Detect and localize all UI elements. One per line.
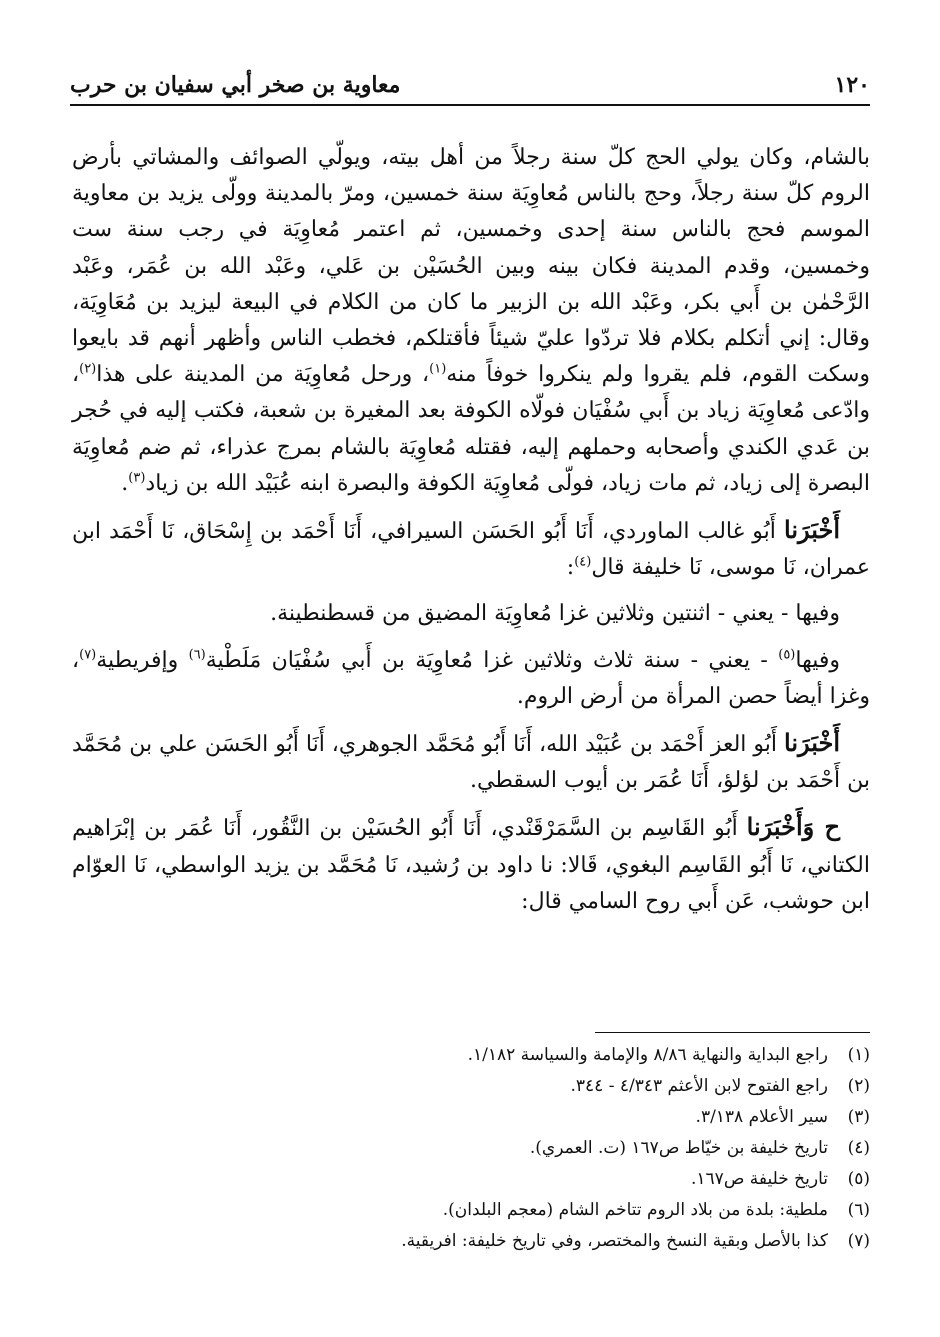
footnote-item	[72, 1071, 870, 1102]
paragraph-text: ، وادّعى مُعاوِيَة زياد بن أَبي سُفْيَان فولّاه الكوفة بعد المغيرة بن شعبة، فكتب إليه في حُجر بن عَدي الكندي وأصحابه وحملهم إليه، فقتله مُعاوِيَة بالشام بمرج عذراء، ثم ضم مُعاوِيَة البصرة إلى زياد، ثم مات زياد، فولّى مُعاوِيَة الكوفة والبصرة ابنه عُبَيْد الله بن زياد	[72, 362, 870, 496]
footnote-number: (٥)	[847, 1169, 870, 1189]
footnote-text: كذا بالأصل وبقية النسخ والمختصر، وفي تاريخ خليفة: افريقية.	[401, 1231, 828, 1251]
footnote-ref-7: (٧)	[79, 647, 97, 663]
paragraph-5	[72, 725, 870, 799]
paragraph-text: ، ورحل مُعاوِيَة من المدينة على هذا	[96, 362, 430, 388]
footnotes	[72, 1040, 870, 1257]
paragraph-text: .	[121, 470, 129, 496]
footnote-text: راجع البداية والنهاية ٨/٨٦ والإمامة والسياسة ١/١٨٢.	[467, 1045, 828, 1065]
paragraph-3	[72, 596, 870, 632]
isnad-keyword: أَخْبَرَنا	[784, 515, 840, 545]
footnote-separator	[595, 1032, 870, 1033]
footnote-number: (٦)	[847, 1200, 870, 1220]
isnad-keyword: أَخْبَرَنا	[784, 728, 840, 758]
paragraph-1	[72, 140, 870, 502]
running-title: معاوية بن صخر أبي سفيان بن حرب	[70, 72, 401, 98]
footnote-text: ملطية: بلدة من بلاد الروم تتاخم الشام (معجم البلدان).	[442, 1200, 828, 1220]
paragraph-text: وفيها - يعني - اثنتين وثلاثين غزا مُعاوِيَة المضيق من قسطنطينة.	[270, 601, 840, 627]
paragraph-text: وفيها	[795, 647, 840, 673]
footnote-ref-4: (٤)	[574, 554, 592, 570]
footnote-number: (٧)	[847, 1231, 870, 1251]
footnote-ref-2: (٢)	[79, 361, 97, 377]
footnote-ref-5: (٥)	[778, 647, 796, 663]
paragraph-text: أَبُو القَاسِم بن السَّمَرْقَنْدي، أَنَا أَبُو الحُسَيْن بن النَّقُور، أَنَا عُمَر بن إبْرَاهيم الكتاني، نَا أَبُو القَاسِم البغوي، قَالا: نا داود بن رُشيد، نَا مُحَمَّد بن يزيد الواسطي، نَا العوّام ابن حوشب، عَن أَبي روح السامي قال:	[72, 816, 870, 914]
paragraph-text: :	[566, 555, 575, 581]
footnote-number: (٢)	[847, 1076, 870, 1096]
paragraph-4	[72, 643, 870, 715]
paragraph-text: أَبُو العز أَحْمَد بن عُبَيْد الله، أَنَا أَبُو مُحَمَّد الجوهري، أَنَا أَبُو الحَسَن علي بن مُحَمَّد بن أَحْمَد بن لؤلؤ، أَنَا عُمَر بن أيوب السقطي.	[72, 732, 870, 794]
footnote-text: راجع الفتوح لابن الأعثم ٤/٣٤٣ - ٣٤٤.	[570, 1076, 828, 1096]
footnote-text: سير الأعلام ٣/١٣٨.	[695, 1107, 828, 1127]
footnote-item	[72, 1040, 870, 1071]
paragraph-6	[72, 809, 870, 920]
footnote-item	[72, 1195, 870, 1226]
page-number: ١٢٠	[834, 72, 870, 98]
main-text	[72, 140, 870, 920]
footnote-number: (٤)	[847, 1138, 870, 1158]
footnote-ref-3: (٣)	[128, 470, 146, 486]
paragraph-text: ، وغزا أيضاً حصن المرأة من أرض الروم.	[72, 647, 870, 709]
paragraph-text: - يعني - سنة ثلاث وثلاثين غزا مُعاوِيَة بن أَبي سُفْيَان مَلَطْية	[205, 647, 779, 673]
footnote-item	[72, 1133, 870, 1164]
footnote-text: تاريخ خليفة بن خيّاط ص١٦٧ (ت. العمري).	[529, 1138, 828, 1158]
running-header	[70, 58, 870, 98]
paragraph-2	[72, 512, 870, 586]
header-rule	[70, 104, 870, 106]
isnad-keyword: ح وَأَخْبَرَنا	[746, 812, 840, 842]
footnote-ref-6: (٦)	[188, 647, 206, 663]
footnote-ref-1: (١)	[429, 361, 447, 377]
paragraph-text: بالشام، وكان يولي الحج كلّ سنة رجلاً من أهل بيته، ويولّي الصوائف والمشاتي بأرض الروم كلّ سنة رجلاً، وحج بالناس مُعاوِيَة سنة خمسين، ومرّ بالمدينة وولّى يزيد بن معاوية الموسم فحج بالناس سنة إحدى وخمسين، ثم اعتمر مُعاوِيَة في رجب سنة ست وخمسين، وقدم المدينة فكان بينه وبين الحُسَيْن بن عَلي، وعَبْد الله بن عُمَر، وعَبْد الرَّحْمٰن بن أَبي بكر، وعَبْد الله بن الزبير ما كان من الكلام في البيعة ليزيد بن مُعَاوِيَة، وقال: إني أتكلم بكلام فلا تردّوا عليّ شيئاً فأقتلكم، فخطب الناس وأظهر أنهم قد بايعوا وسكت القوم، فلم يقروا ولم ينكروا خوفاً منه	[72, 145, 871, 388]
footnote-item	[72, 1226, 870, 1257]
footnote-number: (١)	[847, 1045, 870, 1065]
paragraph-text: وإفريطية	[96, 647, 189, 673]
footnote-item	[72, 1102, 870, 1133]
footnote-text: تاريخ خليفة ص١٦٧.	[691, 1169, 828, 1189]
footnote-number: (٣)	[847, 1107, 870, 1127]
footnote-item	[72, 1164, 870, 1195]
paragraph-text: أَبُو غالب الماوردي، أَنَا أَبُو الحَسَن السيرافي، أَنَا أَحْمَد بن إِسْحَاق، نَا أَحْمَد ابن عمران، نَا موسى، نَا خليفة قال	[72, 519, 870, 581]
